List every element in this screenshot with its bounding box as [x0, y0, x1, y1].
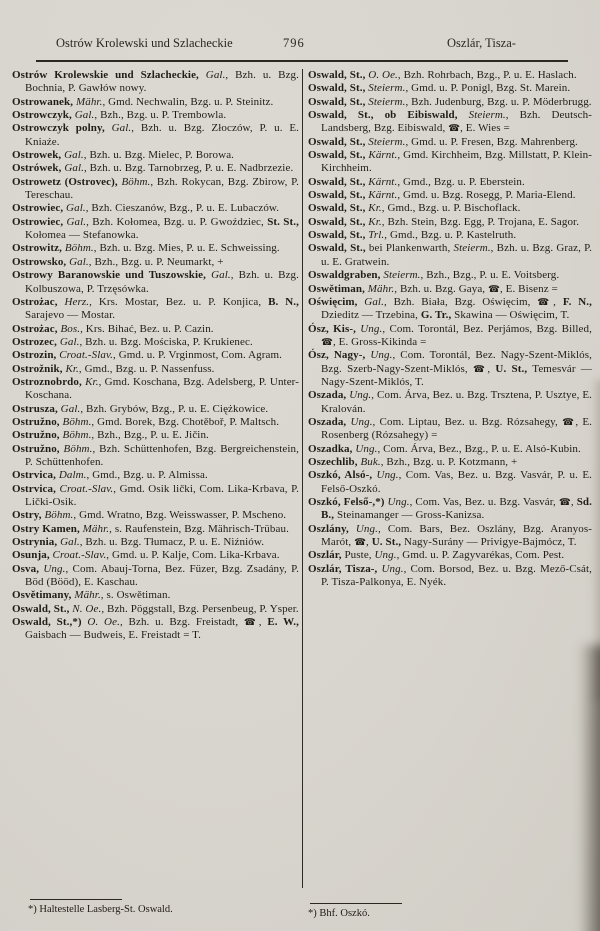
entry-name-or-rail-abbrev: Oswald, St.,	[308, 229, 366, 242]
gazetteer-entry	[308, 416, 592, 443]
entry-name-or-rail-abbrev: Ostrowitz,	[12, 242, 62, 255]
entry-name-or-rail-abbrev: Oswald, St.,*)	[12, 616, 82, 629]
gazetteer-entry	[308, 82, 592, 95]
entry-name-or-rail-abbrev: Oszlár, Tisza-,	[308, 562, 378, 575]
entry-name-or-rail-abbrev: U. St.,	[495, 362, 528, 375]
gazetteer-entry	[12, 616, 299, 643]
entry-name-or-rail-abbrev: Ostrowczyk polny,	[12, 122, 105, 135]
scan-edge-shading	[592, 380, 600, 700]
entry-text: , Gmd., Bzg. u. P. Bischoflack.	[381, 202, 521, 215]
region-abbrev: Steierm.	[365, 95, 406, 108]
entry-name-or-rail-abbrev: Oszada,	[308, 389, 347, 402]
region-abbrev: Ung.	[384, 496, 410, 508]
entry-text: , Bzh. Biała, Bzg. Oświęcim,	[383, 295, 538, 308]
entry-text: , Gmd. Nechwalin, Bzg. u. P. Steinitz.	[102, 95, 274, 108]
entry-text: , Com. Liptau, Bez. u. Bzg. Rózsahegy,	[372, 415, 563, 428]
region-abbrev: Böhm.	[59, 442, 93, 455]
region-abbrev: Gal.	[104, 122, 132, 135]
gazetteer-entry	[308, 549, 592, 562]
region-abbrev: Gal.	[357, 295, 384, 308]
entry-name-or-rail-abbrev: Ostrożac,	[12, 295, 58, 308]
entry-text: , Bzh. u. Bzg. Mielec, P. Borowa.	[83, 149, 235, 162]
entry-text: , Gmd., Bzg. u. P. Kastelruth.	[384, 229, 517, 242]
page-number: 796	[283, 36, 305, 50]
entry-name-or-rail-abbrev: Ostry Kamen,	[12, 522, 80, 535]
entry-text: , Gmd. u. P. Vrginmost, Com. Agram.	[113, 349, 282, 362]
entry-name-or-rail-abbrev: Ostrusza,	[12, 402, 58, 415]
entry-name-or-rail-abbrev: Oszada,	[308, 415, 347, 428]
entry-name-or-rail-abbrev: Oswald, St.,	[12, 602, 70, 615]
entry-name-or-rail-abbrev: Oswaldgraben,	[308, 269, 381, 282]
gazetteer-entry	[12, 296, 299, 323]
region-abbrev: Ung.	[352, 442, 378, 455]
entry-name-or-rail-abbrev: Ósz, Kis-,	[308, 322, 356, 335]
entry-text: , Bzh. Grybów, Bzg., P. u. E. Ciężkowice.	[80, 402, 269, 415]
footnote-rule-left	[30, 899, 122, 900]
entry-name-or-rail-abbrev: Oswětiman,	[308, 282, 365, 295]
entry-text: , Bzh. u. Bzg. Kolbuszowa, P. Trzęsówka.	[25, 269, 299, 295]
entry-text: Dzieditz — Trzebina,	[321, 309, 421, 322]
region-abbrev: Ung.	[346, 389, 372, 402]
entry-name-or-rail-abbrev: Ostrožnik,	[12, 362, 63, 375]
entry-text: , Gmd. u. P. Ponigl, Bzg. St. Marein.	[405, 82, 571, 95]
region-abbrev: Böhm.	[59, 415, 92, 428]
gazetteer-entry	[308, 296, 592, 323]
region-abbrev: Trl.	[365, 229, 385, 242]
entry-text: , Gmd., Bzg. u. P. Eberstein.	[397, 175, 525, 188]
gazetteer-entry	[12, 323, 299, 336]
entry-name-or-rail-abbrev: Oswald, St.,	[308, 149, 366, 162]
entry-text: , Bzh. Kołomea, Bzg. u. P. Gwoździec,	[86, 215, 268, 228]
gazetteer-entry	[308, 323, 592, 350]
gazetteer-entry	[12, 269, 299, 296]
gazetteer-entry	[308, 523, 592, 550]
region-abbrev: Gal.	[66, 255, 89, 268]
footnote-right-text: *) Bhf. Oszkó.	[308, 908, 370, 919]
entry-name-or-rail-abbrev: Ostrowanek,	[12, 95, 74, 108]
telephone-icon: ☎	[537, 296, 554, 308]
footnote-left-text: *) Haltestelle Lasberg-St. Oswald.	[28, 904, 173, 915]
region-abbrev: Gal.	[57, 402, 81, 415]
entry-text: , Bzh. u. Bzg. Tłumacz, P. u. E. Niźniów.	[79, 536, 265, 549]
telephone-icon: ☎	[488, 283, 500, 295]
entry-text: , E. Wies =	[460, 122, 510, 135]
region-abbrev: Gal.	[61, 149, 84, 162]
entry-text: , Bzh. Schüttenhofen, Bzg. Bergreichenstein, P. Schüttenhofen.	[25, 442, 299, 468]
gazetteer-entry	[12, 523, 299, 536]
entry-text: , Krs. Mostar, Bez. u. P. Konjica,	[89, 295, 269, 308]
entry-text: , Bzh. Deutsch-Landsberg, Bzg. Eibiswald,	[321, 109, 592, 135]
entry-name-or-rail-abbrev: Oswald, St.,	[308, 135, 366, 148]
telephone-icon: ☎	[243, 617, 259, 629]
entry-text: , Bzh. Cieszanów, Bzg., P. u. E. Lubaczów.	[85, 202, 280, 215]
entry-name-or-rail-abbrev: Oszlány,	[308, 522, 349, 535]
gazetteer-entry	[12, 242, 299, 255]
region-abbrev: O. Oe.	[365, 69, 398, 81]
gazetteer-entry	[308, 229, 592, 242]
gazetteer-entry	[12, 563, 299, 590]
entry-name-or-rail-abbrev: B. N.,	[268, 295, 299, 308]
gazetteer-entry	[308, 176, 592, 189]
gazetteer-entry	[308, 149, 592, 176]
region-abbrev: Kr.	[365, 215, 382, 228]
entry-text: , Bzh. u. Bzg. Mościska, P. Krukienec.	[79, 335, 253, 348]
gazetteer-entry	[12, 443, 299, 470]
gazetteer-entry	[308, 496, 592, 523]
entry-name-or-rail-abbrev: Ostry,	[12, 509, 42, 522]
region-abbrev: Ung.	[348, 522, 378, 535]
region-abbrev: Böhm.	[61, 242, 94, 255]
region-abbrev: Gal.	[61, 162, 84, 175]
entry-name-or-rail-abbrev: Ostrowsko,	[12, 255, 67, 268]
entry-text: ,	[570, 496, 577, 508]
gazetteer-entry	[308, 563, 592, 590]
entry-text: , Bzh. u. Bzg. Graz, P. u. E. Gratwein.	[321, 242, 592, 268]
gazetteer-entry	[12, 202, 299, 215]
entry-text: , Gmd. Osik lički, Com. Lika-Krbava, P. Lički-Osik.	[25, 482, 299, 508]
entry-name-or-rail-abbrev: Ostrvica,	[12, 469, 56, 482]
entry-name-or-rail-abbrev: Ostrów Krolewskie und Szlacheckie,	[12, 69, 199, 81]
telephone-icon: ☎	[558, 497, 571, 508]
region-abbrev: Croat.-Slav.	[55, 482, 114, 495]
entry-text: , Com. Vas, Bez. u. Bzg. Vasvár, P. u. E. Felső-Oszkó.	[321, 469, 592, 495]
gazetteer-entry	[308, 456, 592, 469]
entry-text: , Bzh. u. Bzg. Mies, P. u. E. Schweissing.	[93, 242, 280, 255]
region-abbrev: Bos.	[57, 322, 81, 335]
region-abbrev: Böhm.	[59, 429, 92, 442]
region-abbrev: Ung.	[39, 562, 66, 575]
entry-name-or-rail-abbrev: Oswald, St.,	[308, 189, 366, 202]
region-abbrev: Gal.	[63, 215, 87, 228]
region-abbrev: Ung.	[372, 469, 399, 482]
entry-name-or-rail-abbrev: Osva,	[12, 562, 40, 575]
column-right-entries	[308, 69, 592, 883]
telephone-icon: ☎	[562, 416, 576, 428]
entry-text: , Bzh. u. Bzg. Bochnia, P. Gawłów nowy.	[25, 69, 299, 95]
gazetteer-entry	[308, 269, 592, 282]
entry-text: Gaisbach — Budweis, E. Freistadt = T.	[25, 629, 201, 642]
entry-name-or-rail-abbrev: Ostrowek,	[12, 149, 62, 162]
entry-name-or-rail-abbrev: Oswald, St.,	[308, 215, 366, 228]
gazetteer-entry	[12, 483, 299, 510]
entry-text: , Bzh., Bzg. u. P. Trembowla.	[94, 109, 227, 122]
entry-name-or-rail-abbrev: Ostrvica,	[12, 482, 56, 495]
gazetteer-entry	[12, 256, 299, 269]
region-abbrev: Mähr.	[71, 589, 101, 602]
entry-name-or-rail-abbrev: Ostrowetz (Ostrovec),	[12, 175, 118, 188]
gazetteer-entry	[12, 176, 299, 203]
region-abbrev: Kärnt.	[365, 189, 398, 202]
entry-text: , E. Gross-Kikinda =	[332, 335, 427, 348]
entry-text: , Gmd. u. P. Kalje, Com. Lika-Krbava.	[106, 549, 280, 562]
entry-name-or-rail-abbrev: Ostroznobrdo,	[12, 375, 82, 388]
column-left-entries	[12, 69, 299, 877]
entry-text: Steinamanger — Gross-Kanizsa.	[334, 509, 485, 522]
entry-text: , Bzh., Bzg. u. P. Kotzmann, +	[380, 455, 518, 468]
region-abbrev: Kärnt.	[365, 149, 398, 162]
entry-text: , Bzh. Rohrbach, Bzg., P. u. E. Haslach.	[397, 69, 577, 81]
region-abbrev: Herz.	[57, 295, 90, 308]
entry-text: , Com. Árva, Bez. u. Bzg. Trsztena, P. Usztye, E. Kralován.	[321, 389, 592, 415]
entry-text: , E. Rosenberg (Rózsahegy) =	[321, 415, 592, 442]
entry-text: , Gmd., Bzg. u. P. Nassenfuss.	[78, 362, 215, 375]
entry-name-or-rail-abbrev: G. Tr.,	[420, 309, 452, 322]
entry-name-or-rail-abbrev: Osunja,	[12, 549, 50, 562]
gazetteer-entry	[12, 162, 299, 175]
region-abbrev: Ung.	[377, 562, 404, 575]
region-abbrev: N. Oe.	[69, 602, 102, 615]
region-abbrev: Dalm.	[55, 469, 87, 482]
entry-text: , Bzh. u. Bzg. Freistadt,	[119, 616, 244, 629]
region-abbrev: Böhm.	[41, 509, 74, 522]
region-abbrev: Croat.-Slav.	[56, 349, 113, 362]
gazetteer-entry	[12, 149, 299, 162]
gazetteer-entry	[308, 349, 592, 389]
region-abbrev: Steierm.	[453, 242, 491, 255]
entry-text: Puste,	[341, 549, 375, 562]
header-guide-word-right: Oszlár, Tisza-	[447, 36, 516, 50]
entry-name-or-rail-abbrev: Ostrowiec,	[12, 215, 64, 228]
gazetteer-entry	[12, 122, 299, 149]
region-abbrev: Kr.	[81, 375, 99, 388]
region-abbrev: Ung.	[365, 349, 393, 362]
region-abbrev: Croat.-Slav.	[49, 549, 107, 562]
entry-text: , Com. Borsod, Bez. u. Bzg. Mező-Csát, P. Tisza-Palkonya, E. Nyék.	[321, 562, 592, 589]
gazetteer-entry	[308, 469, 592, 496]
page-header	[0, 36, 600, 54]
entry-text: Nagy-Surány — Privigye-Bajmócz, T.	[401, 536, 577, 549]
entry-name-or-rail-abbrev: Oświęcim,	[308, 295, 358, 308]
gazetteer-entry	[12, 363, 299, 376]
gazetteer-entry	[308, 389, 592, 416]
entry-text: , Bzh. Stein, Bzg. Egg, P. Trojana, E. Sagor.	[381, 215, 580, 228]
region-abbrev: Gal.	[56, 335, 80, 348]
entry-text: Temesvár — Nagy-Szent-Miklós, T.	[321, 362, 592, 388]
entry-text: , Gmd. u. P. Zagyvarékas, Com. Pest.	[396, 549, 565, 562]
gazetteer-entry	[308, 202, 592, 215]
region-abbrev: Steierm.	[365, 135, 406, 148]
region-abbrev: Mähr.	[73, 95, 103, 108]
region-abbrev: Steierm.	[365, 82, 406, 95]
entry-name-or-rail-abbrev: Ostružno,	[12, 429, 60, 442]
gazetteer-entry	[308, 136, 592, 149]
entry-text: Sarajevo — Mostar.	[25, 309, 116, 322]
entry-name-or-rail-abbrev: Ostružno,	[12, 415, 60, 428]
telephone-icon: ☎	[448, 123, 461, 135]
gazetteer-entry	[308, 443, 592, 456]
gazetteer-entry	[12, 603, 299, 616]
entry-text: , Gmd. Wratno, Bzg. Weisswasser, P. Mscheno.	[73, 509, 287, 522]
entry-name-or-rail-abbrev: Ostrowiec,	[12, 202, 64, 215]
entry-name-or-rail-abbrev: Ostrynia,	[12, 536, 58, 549]
gazetteer-entry	[308, 216, 592, 229]
gazetteer-entry	[308, 109, 592, 136]
entry-name-or-rail-abbrev: Ostrożac,	[12, 322, 58, 335]
entry-name-or-rail-abbrev: Ostrozec,	[12, 335, 57, 348]
telephone-icon: ☎	[354, 537, 367, 549]
entry-name-or-rail-abbrev: Oswald, St.,	[308, 95, 366, 108]
gazetteer-entry	[12, 109, 299, 122]
entry-name-or-rail-abbrev: Oszkó, Felső-,*)	[308, 496, 385, 508]
region-abbrev: Gal.	[57, 536, 80, 549]
gazetteer-entry	[12, 336, 299, 349]
gazetteer-entry	[12, 416, 299, 429]
region-abbrev: Gal.	[198, 69, 226, 81]
entry-text: , s. Oswětiman.	[100, 589, 171, 602]
entry-name-or-rail-abbrev: U. St.,	[371, 536, 402, 549]
entry-name-or-rail-abbrev: Oswald, St.,	[308, 202, 366, 215]
entry-text: , Com. Árva, Bez., Bzg., P. u. E. Alsó-Kubin.	[377, 442, 581, 455]
gazetteer-entry	[12, 549, 299, 562]
entry-text: ,	[553, 295, 563, 308]
entry-text: , E. Bisenz =	[499, 282, 558, 295]
region-abbrev: Gal.	[71, 109, 95, 122]
entry-text: , Com. Torontál, Bez. Nagy-Szent-Miklós, Bzg. Szerb-Nagy-Szent-Miklós,	[321, 349, 592, 375]
entry-name-or-rail-abbrev: Oswald, St.,	[308, 82, 366, 95]
region-abbrev: Mähr.	[79, 522, 110, 535]
entry-name-or-rail-abbrev: Oszadka,	[308, 442, 353, 455]
entry-text: , Bzh. u. Bzg. Gaya,	[394, 282, 488, 295]
entry-text: , Bzh., Bzg., P. u. E. Voitsberg.	[420, 269, 560, 282]
entry-name-or-rail-abbrev: Oswald, St., ob Eibiswald,	[308, 109, 458, 122]
entry-text: , Gmd. Borek, Bzg. Chotěboř, P. Maltsch.	[91, 415, 280, 428]
entry-text: , s. Raufenstein, Bzg. Mährisch-Trübau.	[109, 522, 289, 535]
region-abbrev: O. Oe.	[81, 616, 120, 629]
entry-text: bei Plankenwarth,	[365, 242, 454, 255]
entry-name-or-rail-abbrev: Sd. B.,	[321, 496, 592, 522]
telephone-icon: ☎	[321, 336, 333, 348]
entry-text: ,	[258, 616, 268, 629]
gazetteer-entry	[12, 69, 299, 96]
telephone-icon: ☎	[472, 363, 488, 375]
gazetteer-entry	[12, 403, 299, 416]
entry-text: , Bzh., Bzg., P. u. E. Jičin.	[91, 429, 209, 442]
entry-name-or-rail-abbrev: Oszlár,	[308, 549, 342, 562]
entry-text: , Krs. Bihać, Bez. u. P. Cazin.	[80, 322, 214, 335]
region-abbrev: Steierm.	[457, 109, 506, 122]
entry-name-or-rail-abbrev: Ostrowy Baranowskie und Tuszowskie,	[12, 269, 206, 282]
region-abbrev: Kr.	[365, 202, 382, 215]
region-abbrev: Buk.	[357, 455, 381, 468]
region-abbrev: Gal.	[63, 202, 86, 215]
entry-name-or-rail-abbrev: Oswald, St.,	[308, 175, 366, 188]
entry-text: , Gmd. Koschana, Bzg. Adelsberg, P. Unter-Koschana.	[25, 375, 299, 402]
entry-text: , Com. Vas, Bez. u. Bzg. Vasvár,	[409, 496, 559, 508]
gazetteer-entry	[308, 283, 592, 296]
entry-name-or-rail-abbrev: Ostrozin,	[12, 349, 57, 362]
region-abbrev: Kärnt.	[365, 175, 398, 188]
header-guide-word-left: Ostrów Krolewski und Szlacheckie	[56, 36, 233, 50]
gazetteer-entry	[12, 216, 299, 243]
entry-text: ,	[366, 536, 372, 549]
region-abbrev: Ung.	[374, 549, 397, 562]
entry-name-or-rail-abbrev: Oszkó, Alsó-,	[308, 469, 373, 482]
entry-name-or-rail-abbrev: Osvětimany,	[12, 589, 72, 602]
entry-name-or-rail-abbrev: Ostrowczyk,	[12, 109, 72, 122]
gazetteer-entry	[12, 509, 299, 522]
entry-text: , Bzh., Bzg. u. P. Neumarkt, +	[88, 255, 224, 268]
entry-name-or-rail-abbrev: Ósz, Nagy-,	[308, 349, 366, 362]
entry-name-or-rail-abbrev: St. St.,	[267, 215, 299, 228]
region-abbrev: Ung.	[355, 322, 383, 335]
footnote-rule-right	[310, 903, 402, 904]
gazetteer-entry	[12, 589, 299, 602]
gazetteer-entry	[12, 376, 299, 403]
footnote-left	[28, 899, 173, 915]
entry-text: , Com. Bars, Bez. Oszlány, Bzg. Aranyos-Marót,	[321, 522, 592, 549]
gazetteer-entry	[308, 96, 592, 109]
gazetteer-entry	[308, 189, 592, 202]
region-abbrev: Mähr.	[364, 282, 395, 295]
region-abbrev: Gal.	[205, 269, 231, 282]
entry-text: , Gmd. u. Bzg. Rosegg, P. Maria-Elend.	[397, 189, 576, 202]
entry-text: , Bzh. u. Bzg. Tarnobrzeg, P. u. E. Nadbrzezie.	[83, 162, 294, 175]
gazetteer-entry	[308, 242, 592, 269]
entry-text: Kołomea — Stefanowka.	[25, 229, 139, 242]
footnote-right	[308, 903, 402, 919]
entry-text: , Bzh. u. Bzg. Złoczów, P. u. E. Kniaźe.	[25, 122, 299, 148]
entry-text: , Bzh. Rokycan, Bzg. Zbirow, P. Tereschau.	[25, 175, 299, 202]
entry-name-or-rail-abbrev: Ostrówek,	[12, 162, 62, 175]
entry-name-or-rail-abbrev: Oswald, St.,	[308, 69, 366, 81]
entry-text: , Com. Abauj-Torna, Bez. Füzer, Bzg. Zsadány, P. Böd (Bööd), E. Kaschau.	[25, 562, 299, 589]
entry-text: , Gmd. u. P. Fresen, Bzg. Mahrenberg.	[405, 135, 578, 148]
gazetteer-entry	[12, 469, 299, 482]
entry-text: ,	[487, 362, 496, 375]
gazetteer-entry	[12, 349, 299, 362]
entry-name-or-rail-abbrev: Ostružno,	[12, 442, 60, 455]
gazetteer-entry	[12, 429, 299, 442]
entry-text: , Gmd. Kirchheim, Bzg. Millstatt, P. Klein-Kirchheim.	[321, 149, 592, 175]
gazetteer-entry	[12, 536, 299, 549]
entry-text: , Bzh. Pöggstall, Bzg. Persenbeug, P. Ysper.	[101, 602, 299, 615]
entry-name-or-rail-abbrev: E. W.,	[267, 616, 299, 629]
entry-text: , Bzh. Judenburg, Bzg. u. P. Möderbrugg.	[405, 95, 592, 108]
header-rule	[36, 60, 568, 62]
gazetteer-entry	[308, 69, 592, 82]
entry-name-or-rail-abbrev: Oswald, St.,	[308, 242, 366, 255]
region-abbrev: Böhm.	[117, 175, 151, 188]
entry-name-or-rail-abbrev: Oszechlib,	[308, 455, 358, 468]
region-abbrev: Steierm.	[380, 269, 421, 282]
column-divider-rule	[302, 69, 303, 888]
entry-text: , Gmd., Bzg. u. P. Almissa.	[86, 469, 208, 482]
gazetteer-entry	[12, 96, 299, 109]
entry-text: Skawina — Oświęcim, T.	[451, 309, 570, 322]
entry-name-or-rail-abbrev: F. N.,	[562, 295, 592, 308]
region-abbrev: Kr.	[62, 362, 79, 375]
entry-text: , Com. Torontál, Bez. Perjámos, Bzg. Billed,	[382, 322, 592, 335]
region-abbrev: Ung.	[346, 415, 373, 428]
